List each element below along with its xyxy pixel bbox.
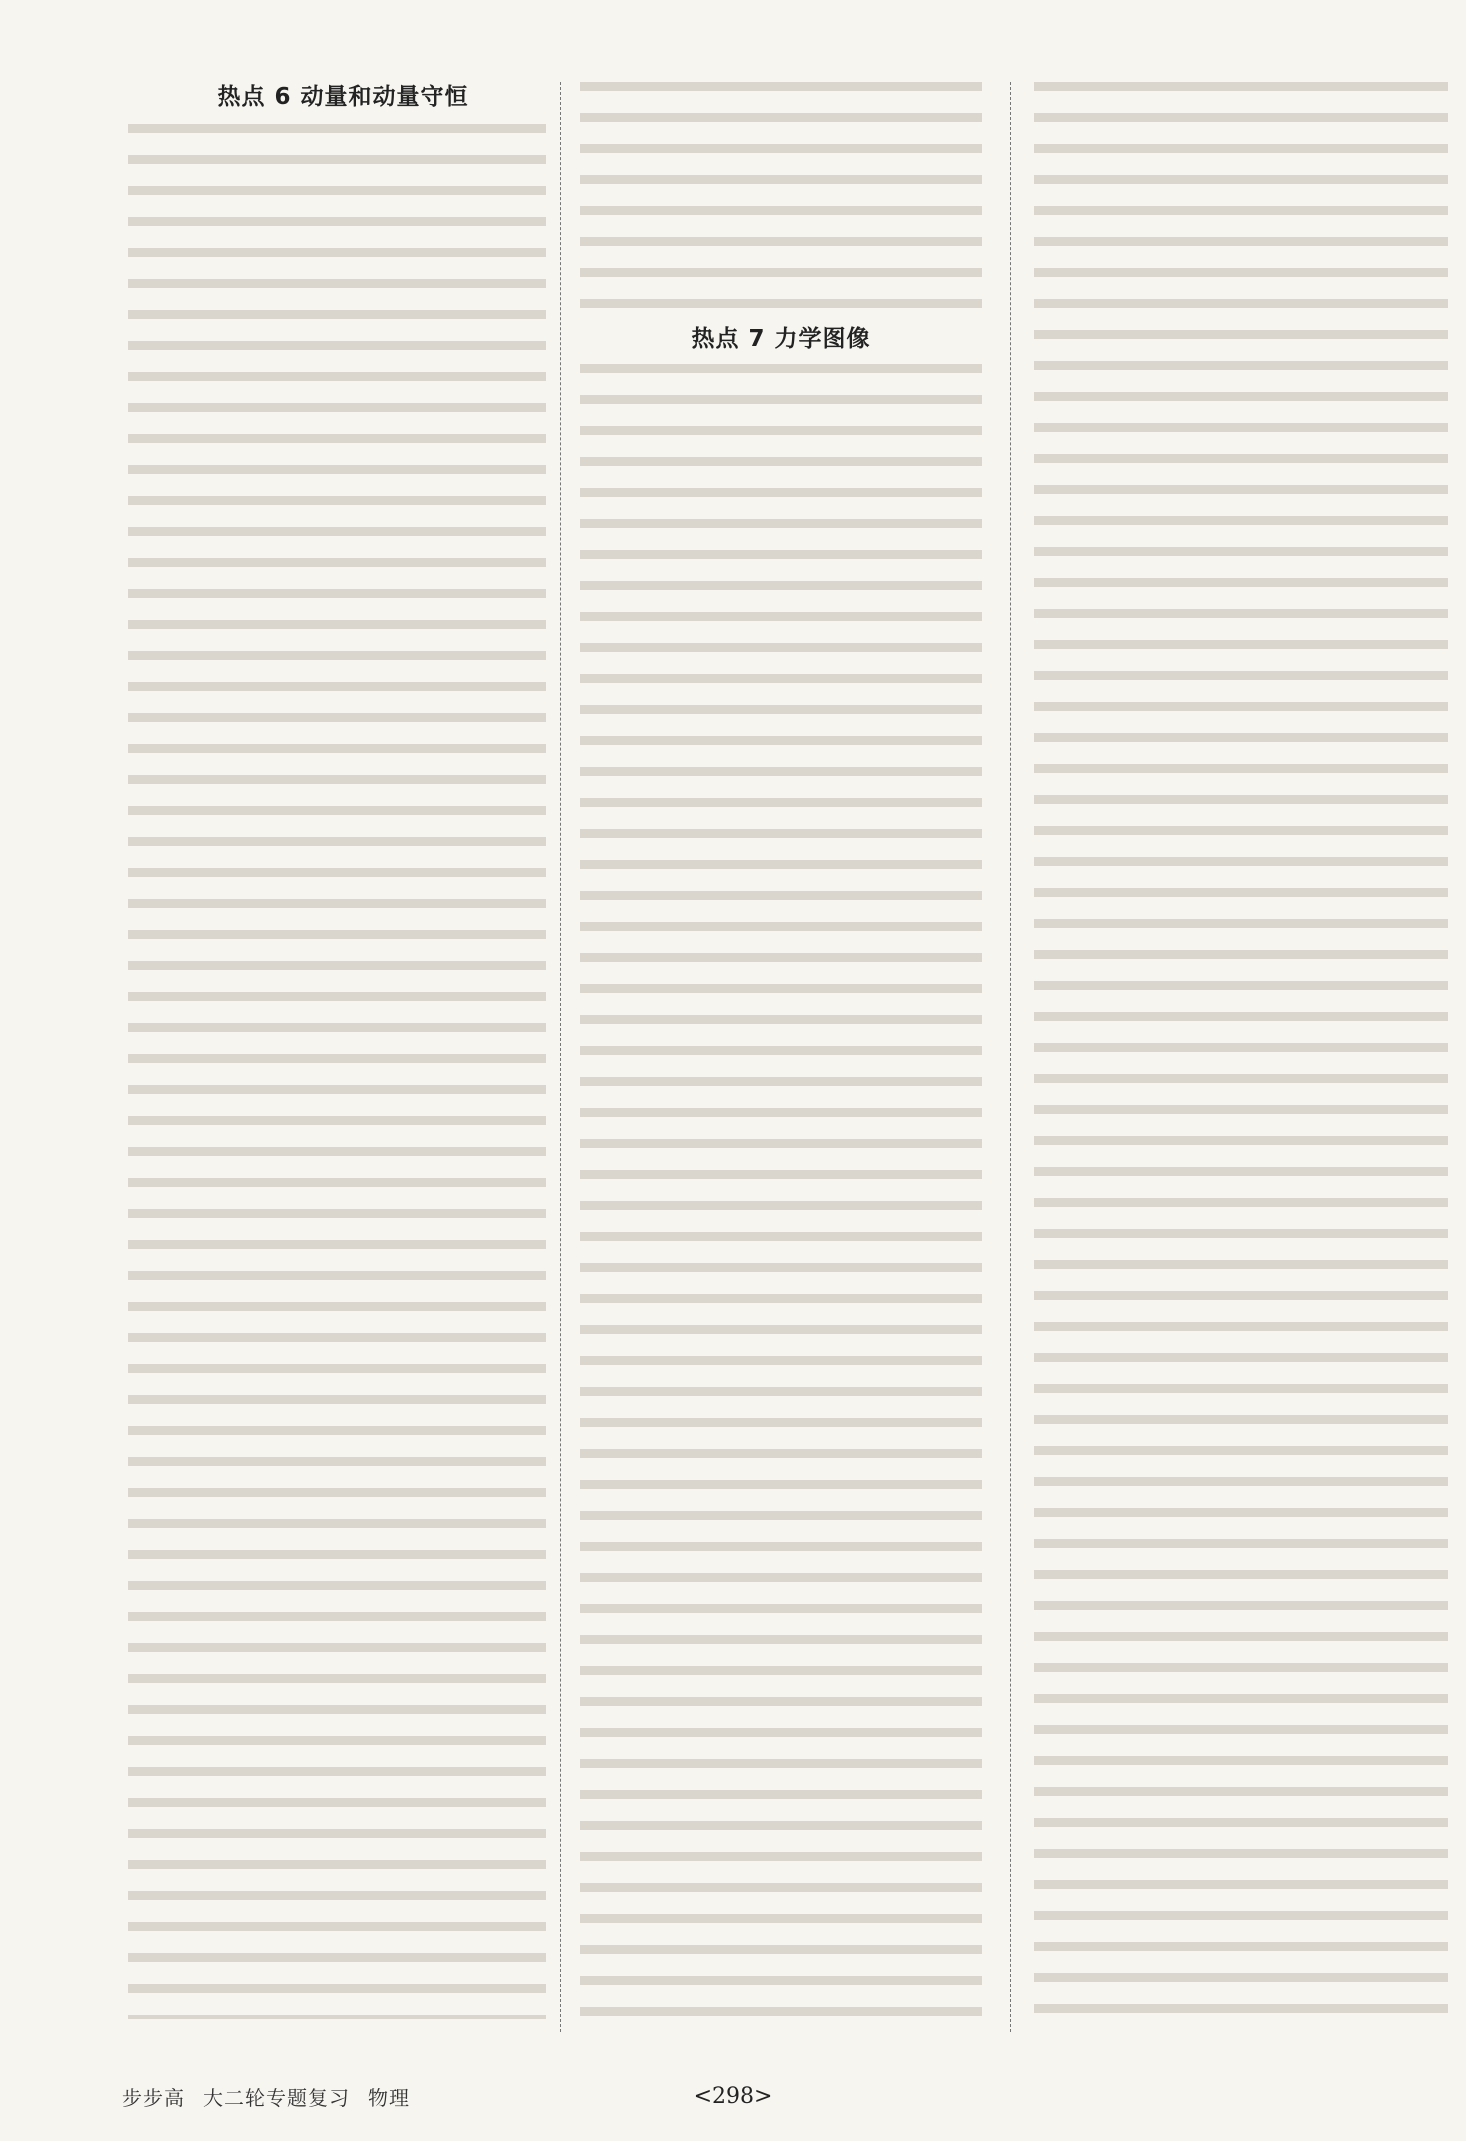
column-divider — [560, 82, 561, 2032]
subject-title: 物理 — [368, 2086, 410, 2110]
answer-column-middle — [580, 78, 982, 2033]
section-heading: 热点 6 动量和动量守恒 — [217, 84, 469, 110]
book-title: 步步高 — [122, 2086, 185, 2110]
answer-column-right — [1034, 78, 1448, 2033]
answer-text-block — [580, 364, 982, 2029]
answer-text-block — [580, 82, 982, 312]
section-heading: 热点 7 力学图像 — [691, 326, 871, 352]
series-title: 大二轮专题复习 — [203, 2086, 350, 2110]
column-divider — [1010, 82, 1011, 2032]
answer-text-block — [1034, 82, 1448, 2027]
page-number: <298> — [693, 2084, 773, 2109]
answer-column-left — [128, 78, 546, 2033]
answer-text-block — [128, 124, 546, 2019]
